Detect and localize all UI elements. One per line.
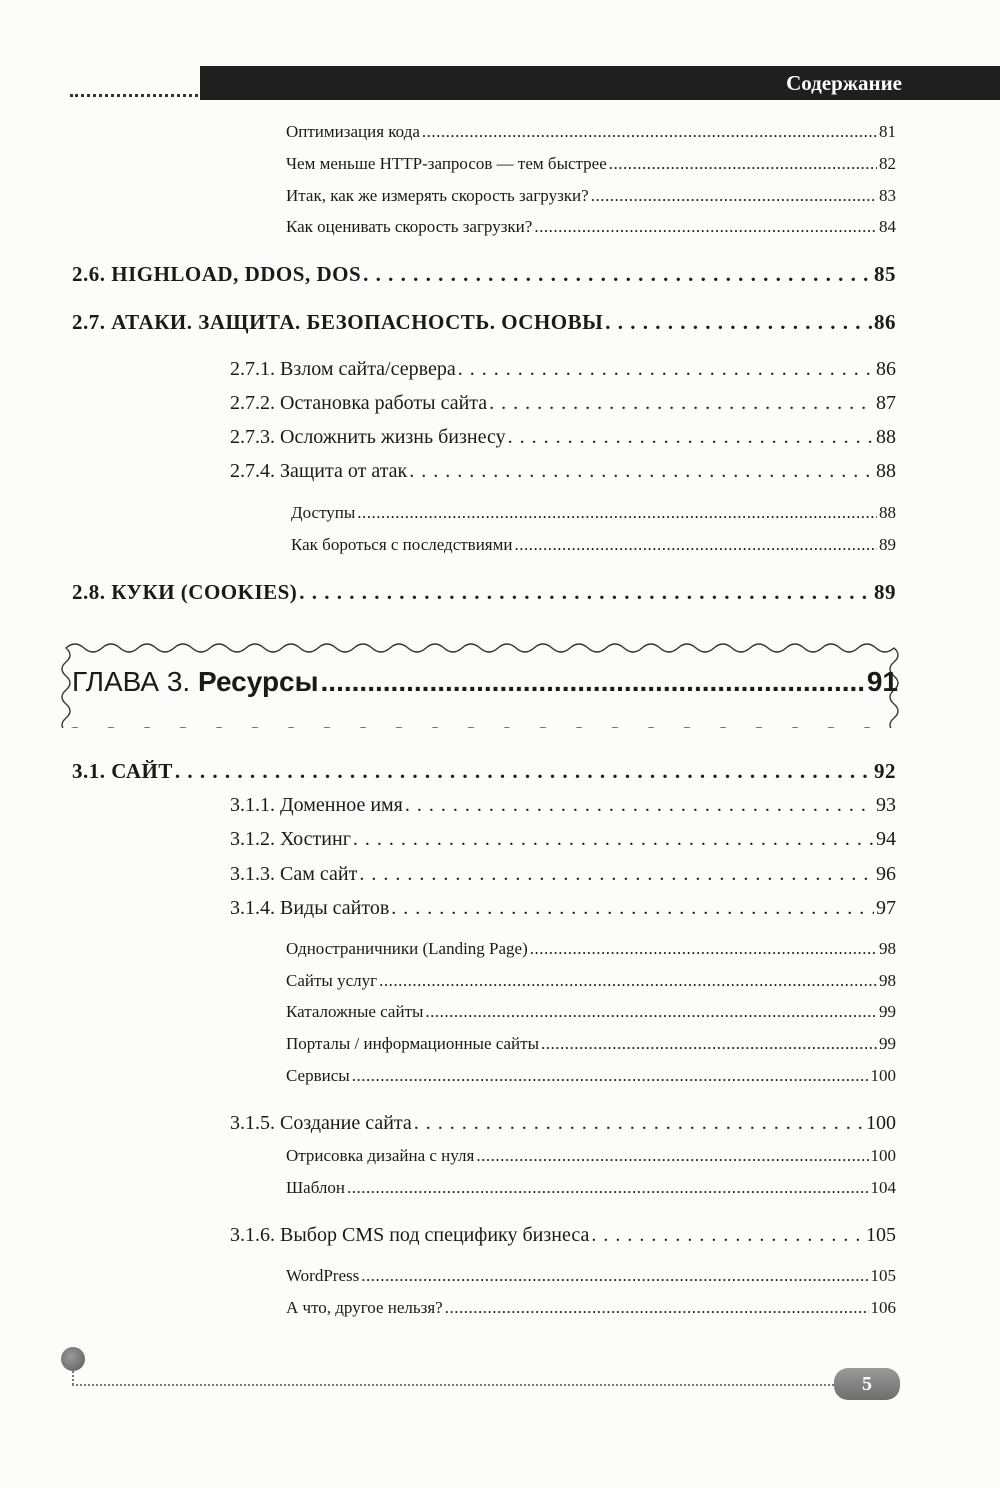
page-number: 5: [862, 1373, 872, 1395]
toc-entry-page: 87: [876, 392, 896, 414]
toc-entry-label: 3.1.6. Выбор CMS под специфику бизнеса: [230, 1224, 590, 1246]
toc-entry-page: 104: [870, 1178, 896, 1197]
footer-dotted-stem: [72, 1371, 74, 1385]
toc-entry-label: Одностраничники (Landing Page): [286, 939, 528, 958]
toc-leader: [391, 897, 874, 920]
toc-entry[interactable]: [286, 1034, 896, 1054]
toc-entry[interactable]: [286, 217, 896, 237]
toc-section-label: 2.8. КУКИ (COOKIES): [72, 580, 298, 604]
toc-entry-label: Как бороться с последствиями: [291, 535, 513, 554]
toc-entry[interactable]: [286, 186, 896, 206]
toc-entry-label: А что, другое нельзя?: [286, 1298, 443, 1317]
toc-entry[interactable]: [230, 358, 896, 381]
toc-section-label: 3.1. САЙТ: [72, 759, 173, 783]
toc-entry-page: 100: [870, 1146, 896, 1165]
toc-leader: [352, 1066, 869, 1086]
toc-leader: [361, 1266, 868, 1286]
toc-entry-page: 94: [876, 828, 896, 850]
toc-leader: [445, 1298, 869, 1318]
toc-leader: [409, 460, 874, 483]
toc-entry-label: Сайты услуг: [286, 971, 378, 990]
toc-entry[interactable]: [286, 122, 896, 142]
toc-leader: [299, 580, 872, 605]
toc-entry[interactable]: [286, 1066, 896, 1086]
toc-entry-page: 99: [879, 1034, 896, 1053]
running-header-title: Содержание: [786, 71, 902, 95]
toc-leader: [605, 310, 872, 335]
toc-leader: [363, 262, 872, 287]
toc-section-3-1[interactable]: [72, 759, 896, 784]
toc-entry[interactable]: [230, 1224, 896, 1247]
toc-entry-page: 100: [866, 1112, 896, 1134]
toc-entry[interactable]: [291, 535, 896, 555]
toc-entry[interactable]: [286, 1178, 896, 1198]
toc-entry-page: 88: [876, 426, 896, 448]
toc-section-page: 85: [874, 262, 896, 286]
toc-leader: [347, 1178, 868, 1198]
toc-entry[interactable]: [286, 154, 896, 174]
toc-entry-page: 105: [866, 1224, 896, 1246]
toc-leader: [514, 535, 877, 555]
toc-section-page: 86: [874, 310, 896, 334]
toc-entry-label: 3.1.4. Виды сайтов: [230, 897, 390, 919]
toc-entry-label: Как оценивать скорость загрузки?: [286, 217, 533, 236]
toc-entry[interactable]: [230, 426, 896, 449]
header-dotted-rule: [70, 94, 198, 97]
toc-entry[interactable]: [286, 1266, 896, 1286]
toc-entry[interactable]: [286, 939, 896, 959]
toc-leader: [359, 863, 874, 886]
toc-entry-label: 2.7.3. Осложнить жизнь бизнесу: [230, 426, 506, 448]
toc-leader: [357, 503, 877, 523]
toc-entry-page: 98: [879, 971, 896, 990]
toc-entry[interactable]: [230, 828, 896, 851]
footer-dot-icon: [61, 1347, 85, 1371]
toc-entry[interactable]: [291, 503, 896, 523]
toc-entry-label: Порталы / информационные сайты: [286, 1034, 540, 1053]
toc-section-label: 2.6. HIGHLOAD, DDOS, DOS: [72, 262, 362, 286]
toc-entry-page: 96: [876, 863, 896, 885]
toc-entry-label: Чем меньше HTTP-запросов — тем быстрее: [286, 154, 607, 173]
toc-entry-page: 98: [879, 939, 896, 958]
chapter-title: Ресурсы: [197, 666, 319, 697]
toc-entry-page: 106: [870, 1298, 896, 1317]
toc-entry[interactable]: [230, 794, 896, 817]
toc-leader: [591, 1224, 864, 1247]
toc-entry-page: 86: [876, 358, 896, 380]
page-number-badge: [834, 1368, 900, 1400]
toc-entry-page: 100: [870, 1066, 896, 1085]
toc-entry[interactable]: [230, 392, 896, 415]
toc-section-label: 2.7. АТАКИ. ЗАЩИТА. БЕЗОПАСНОСТЬ. ОСНОВЫ: [72, 310, 604, 334]
toc-leader: [422, 122, 877, 142]
toc-entry[interactable]: [286, 971, 896, 991]
toc-leader: [414, 1112, 864, 1135]
running-header: [200, 66, 1000, 100]
toc-leader: [353, 828, 874, 851]
toc-entry-page: 82: [879, 154, 896, 173]
toc-leader: [609, 154, 877, 174]
chapter-prefix: ГЛАВА 3.: [72, 666, 191, 697]
toc-entry-page: 84: [879, 217, 896, 236]
toc-section-page: 89: [874, 580, 896, 604]
toc-section-2-6[interactable]: [72, 262, 896, 287]
toc-entry-page: 99: [879, 1002, 896, 1021]
toc-leader: [405, 794, 874, 817]
toc-entry-page: 88: [876, 460, 896, 482]
toc-leader: [591, 186, 877, 206]
toc-entry-label: Каталожные сайты: [286, 1002, 424, 1021]
toc-entry-label: 3.1.1. Доменное имя: [230, 794, 403, 816]
toc-entry-label: Шаблон: [286, 1178, 346, 1197]
toc-entry-page: 88: [879, 503, 896, 522]
chapter-page: 91: [866, 666, 898, 697]
toc-entry-page: 89: [879, 535, 896, 554]
toc-leader: [541, 1034, 877, 1054]
toc-entry-label: Оптимизация кода: [286, 122, 420, 141]
toc-entry-page: 97: [876, 897, 896, 919]
toc-entry-label: Итак, как же измерять скорость загрузки?: [286, 186, 589, 205]
toc-entry[interactable]: [286, 1146, 896, 1166]
toc-entry-page: 93: [876, 794, 896, 816]
toc-entry-label: 3.1.2. Хостинг: [230, 828, 351, 850]
toc-entry[interactable]: [286, 1002, 896, 1022]
toc-section-2-8[interactable]: [72, 580, 896, 605]
toc-leader: [425, 1002, 877, 1022]
toc-leader: [489, 392, 874, 415]
toc-leader: [458, 358, 874, 381]
toc-entry-label: 2.7.2. Остановка работы сайта: [230, 392, 488, 414]
toc-leader: [534, 217, 877, 237]
toc-entry-label: Отрисовка дизайна с нуля: [286, 1146, 475, 1165]
toc-chapter-3[interactable]: [72, 666, 898, 698]
toc-entry-label: Доступы: [291, 503, 356, 522]
toc-leader: [379, 971, 877, 991]
toc-entry-page: 83: [879, 186, 896, 205]
toc-leader: [175, 759, 872, 784]
toc-entry[interactable]: [230, 460, 896, 483]
toc-entry-label: 3.1.3. Сам сайт: [230, 863, 358, 885]
toc-entry-label: 3.1.5. Создание сайта: [230, 1112, 412, 1134]
toc-entry[interactable]: [230, 897, 896, 920]
toc-leader: [530, 939, 877, 959]
toc-entry-page: 105: [870, 1266, 896, 1285]
toc-entry-label: 2.7.4. Защита от атак: [230, 460, 408, 482]
toc-entry[interactable]: [286, 1298, 896, 1318]
toc-entry-label: WordPress: [286, 1266, 360, 1285]
toc-section-page: 92: [874, 759, 896, 783]
toc-leader: [321, 666, 865, 698]
toc-entry[interactable]: [230, 863, 896, 886]
toc-entry-page: 81: [879, 122, 896, 141]
toc-entry[interactable]: [230, 1112, 896, 1135]
toc-section-2-7[interactable]: [72, 310, 896, 335]
toc-leader: [476, 1146, 868, 1166]
toc-entry-label: Сервисы: [286, 1066, 350, 1085]
footer-dotted-rule: [72, 1384, 862, 1386]
toc-entry-label: 2.7.1. Взлом сайта/сервера: [230, 358, 456, 380]
toc-leader: [508, 426, 874, 449]
